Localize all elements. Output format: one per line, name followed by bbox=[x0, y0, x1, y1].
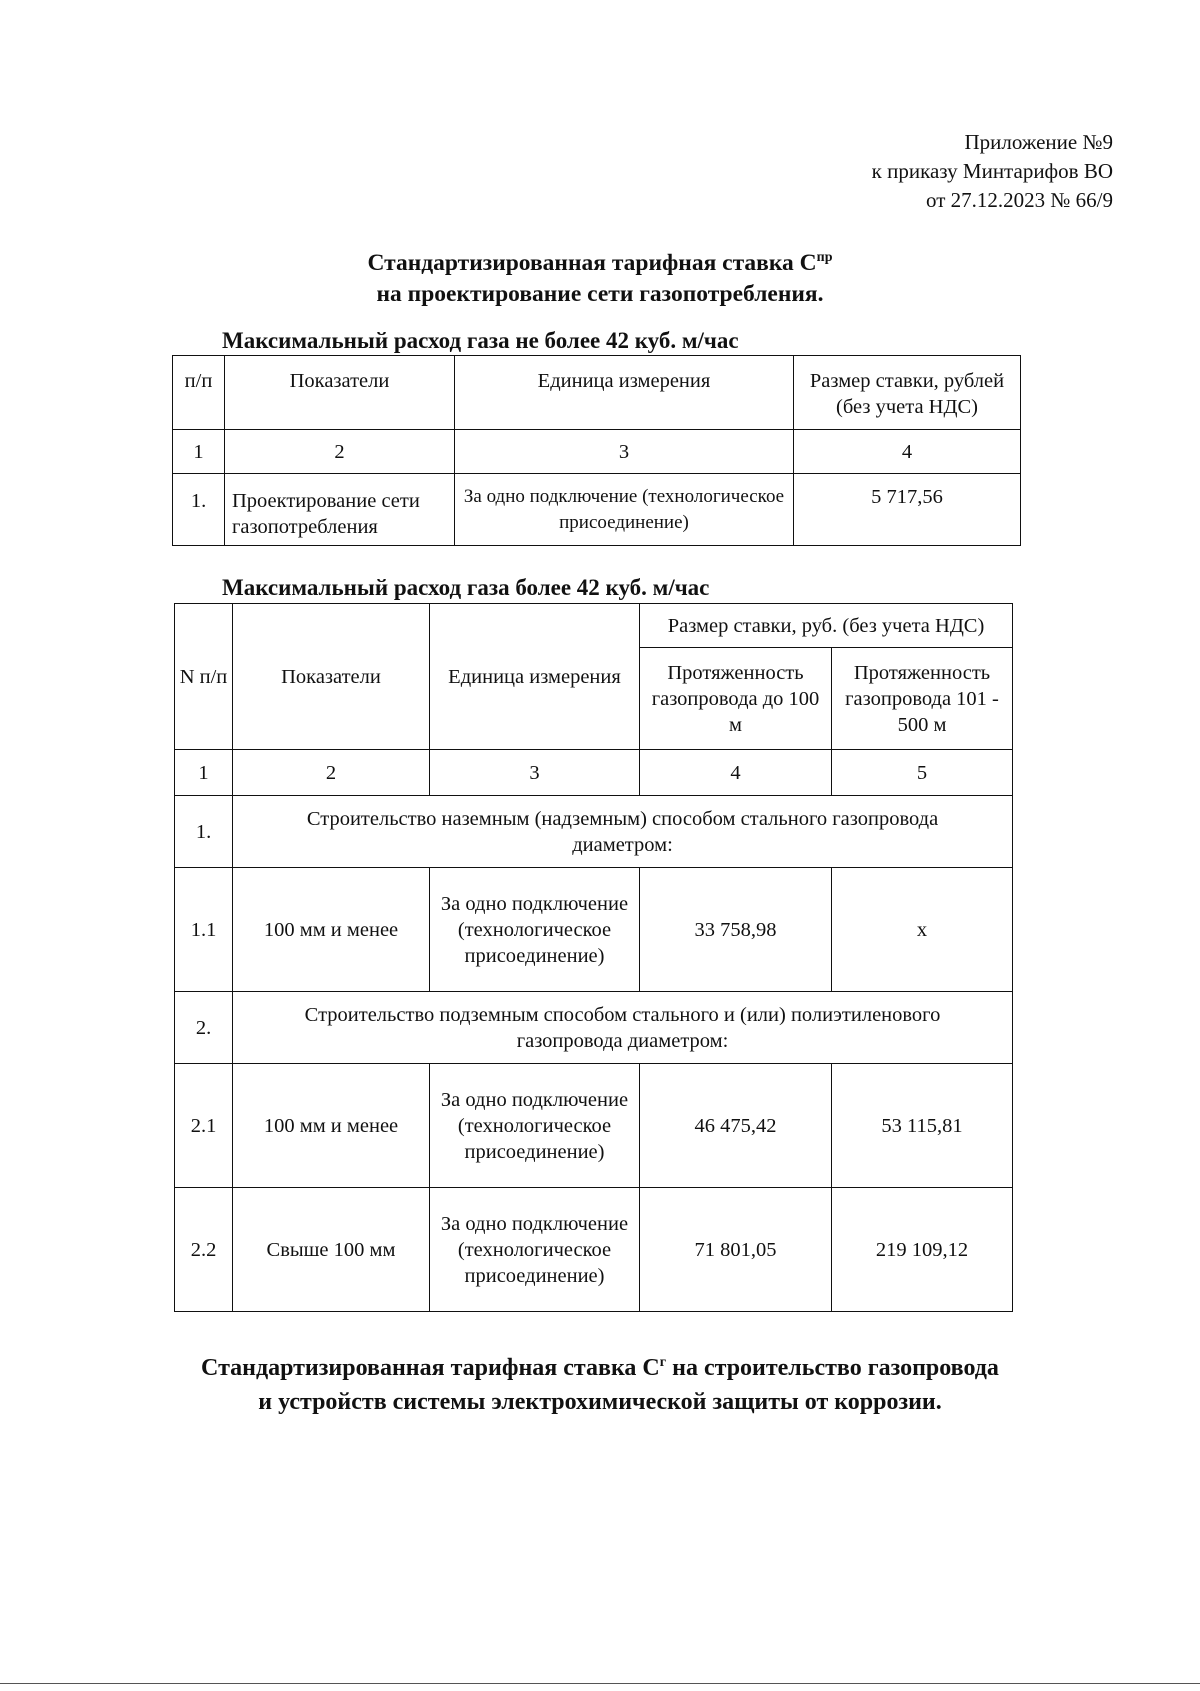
row21-rate-500: 53 115,81 bbox=[832, 1064, 1013, 1188]
table-row bbox=[173, 474, 1021, 546]
table1-colnum-3: 3 bbox=[455, 430, 794, 474]
row21-name: 100 мм и менее bbox=[233, 1064, 430, 1188]
row11-rate-100: 33 758,98 bbox=[640, 868, 832, 992]
section2-title: Строительство подземным способом стального и (или) полиэтиленового газопровода диаметром: bbox=[233, 992, 1013, 1064]
row21-rate-100: 46 475,42 bbox=[640, 1064, 832, 1188]
heading-design-line1: Стандартизированная тарифная ставка С bbox=[367, 250, 817, 276]
table-construction-rate bbox=[174, 603, 1013, 1312]
table-design-rate bbox=[172, 355, 1021, 546]
table1-row-name: Проектирование сети газопотребления bbox=[225, 474, 455, 546]
table1-colnum-2: 2 bbox=[225, 430, 455, 474]
table2-section-row bbox=[175, 992, 1013, 1064]
row22-rate-500: 219 109,12 bbox=[832, 1188, 1013, 1312]
appendix-number: Приложение №9 bbox=[964, 130, 1113, 154]
row22-name: Свыше 100 мм bbox=[233, 1188, 430, 1312]
table2-colnum-2: 2 bbox=[233, 750, 430, 796]
order-reference: к приказу Минтарифов ВО bbox=[871, 159, 1113, 183]
row22-rate-100: 71 801,05 bbox=[640, 1188, 832, 1312]
order-date: от 27.12.2023 № 66/9 bbox=[925, 188, 1113, 212]
table2-header-rate-group: Размер ставки, руб. (без учета НДС) bbox=[640, 604, 1013, 648]
table-row bbox=[175, 1188, 1013, 1312]
heading-design-superscript: пр bbox=[816, 250, 833, 265]
table2-colnum-3: 3 bbox=[430, 750, 640, 796]
row21-unit: За одно подключение (технологическое присоединение) bbox=[430, 1064, 640, 1188]
heading-construction-rate bbox=[0, 1346, 1200, 1419]
table1-row-num: 1. bbox=[173, 474, 225, 546]
table2-caption: Максимальный расход газа более 42 куб. м/час bbox=[222, 575, 710, 600]
table-row bbox=[175, 868, 1013, 992]
table1-header-unit: Единица измерения bbox=[455, 356, 794, 430]
table2-colnum-4: 4 bbox=[640, 750, 832, 796]
table1-numbers-row bbox=[173, 430, 1021, 474]
row11-rate-500: х bbox=[832, 868, 1013, 992]
table1-caption: Максимальный расход газа не более 42 куб. м/час bbox=[222, 328, 739, 353]
table2-header-name: Показатели bbox=[233, 604, 430, 750]
section2-num: 2. bbox=[175, 992, 233, 1064]
table2-numbers-row bbox=[175, 750, 1013, 796]
heading-construction-line1b: на строительство газопровода bbox=[666, 1355, 999, 1381]
row22-unit: За одно подключение (технологическое присоединение) bbox=[430, 1188, 640, 1312]
row22-num: 2.2 bbox=[175, 1188, 233, 1312]
heading-construction-superscript: г bbox=[659, 1355, 667, 1370]
table2-colnum-1: 1 bbox=[175, 750, 233, 796]
page-bottom-edge bbox=[0, 1683, 1200, 1684]
table2-header-num: N п/п bbox=[175, 604, 233, 750]
table2-header-row bbox=[175, 604, 1013, 648]
heading-design-rate bbox=[0, 242, 1200, 310]
section1-title: Строительство наземным (надземным) способом стального газопровода диаметром: bbox=[233, 796, 1013, 868]
table1-colnum-1: 1 bbox=[173, 430, 225, 474]
table2-colnum-5: 5 bbox=[832, 750, 1013, 796]
row21-num: 2.1 bbox=[175, 1064, 233, 1188]
table1-colnum-4: 4 bbox=[794, 430, 1021, 474]
section1-num: 1. bbox=[175, 796, 233, 868]
row11-num: 1.1 bbox=[175, 868, 233, 992]
heading-design-line2: на проектирование сети газопотребления. bbox=[376, 281, 824, 307]
table-row bbox=[175, 1064, 1013, 1188]
table2-section-row bbox=[175, 796, 1013, 868]
heading-construction-line2: и устройств системы электрохимической защиты от коррозии. bbox=[258, 1389, 942, 1415]
table1-header-row bbox=[173, 356, 1021, 430]
table2-header-unit: Единица измерения bbox=[430, 604, 640, 750]
row11-unit: За одно подключение (технологическое присоединение) bbox=[430, 868, 640, 992]
table1-row-unit: За одно подключение (технологическое присоединение) bbox=[455, 474, 794, 546]
table1-header-name: Показатели bbox=[225, 356, 455, 430]
heading-construction-line1a: Стандартизированная тарифная ставка С bbox=[201, 1355, 660, 1381]
table1-header-rate: Размер ставки, рублей (без учета НДС) bbox=[794, 356, 1021, 430]
appendix-reference bbox=[872, 128, 1113, 215]
table1-row-rate: 5 717,56 bbox=[794, 474, 1021, 546]
row11-name: 100 мм и менее bbox=[233, 868, 430, 992]
table2-header-length-100: Протяженность газопровода до 100 м bbox=[640, 648, 832, 750]
table2-header-length-500: Протяженность газопровода 101 - 500 м bbox=[832, 648, 1013, 750]
table1-header-num: п/п bbox=[173, 356, 225, 430]
